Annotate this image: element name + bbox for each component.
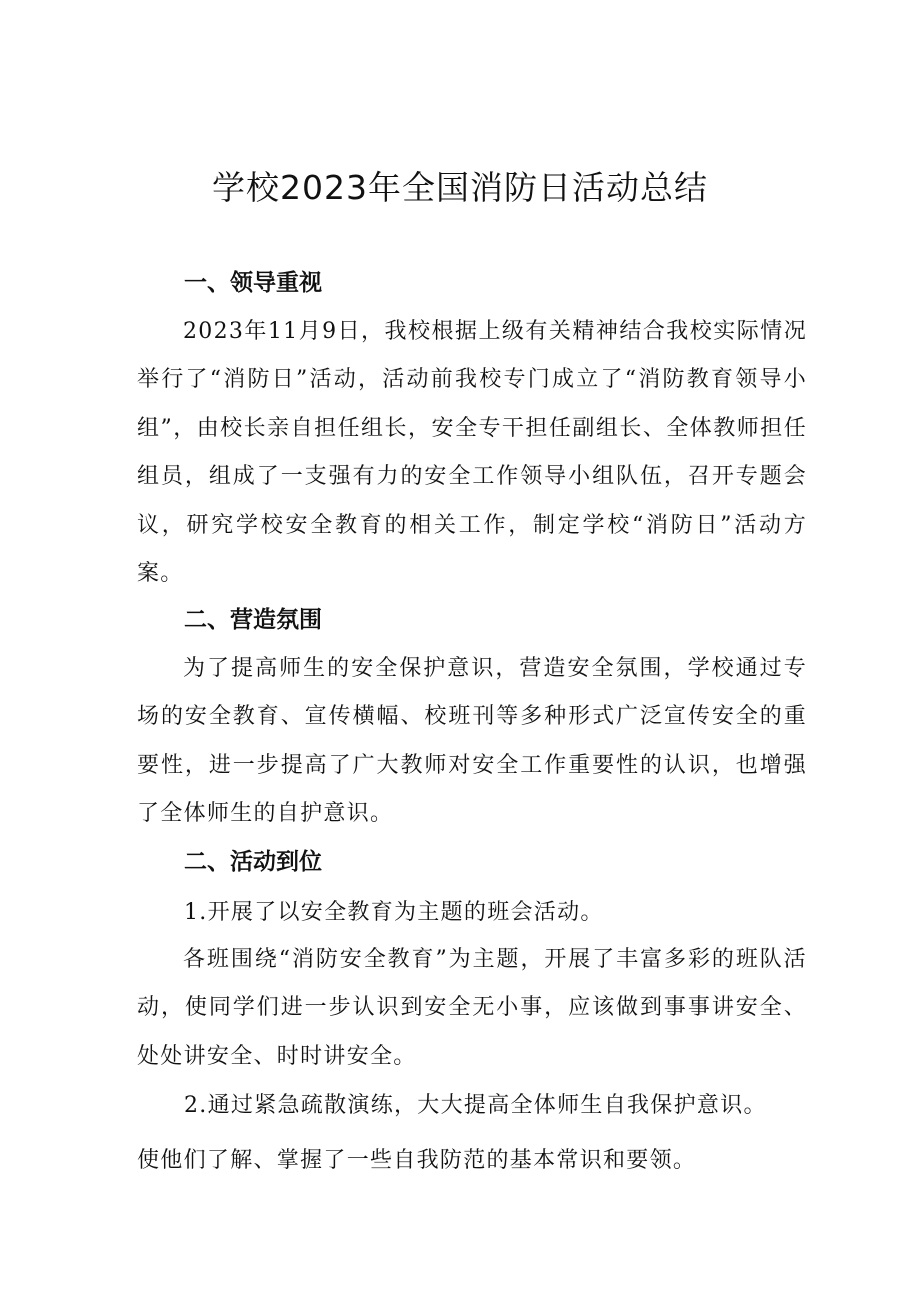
paragraph-class-activities: 各班围绕“消防安全教育”为主题，开展了丰富多彩的班队活动，使同学们进一步认识到安全无小事，应该做到事事讲安全、处处讲安全、时时讲安全。 [137, 947, 807, 1069]
section-heading-activities: 二、活动到位 [184, 849, 322, 875]
page-title: 学校2023年全国消防日活动总结 [212, 168, 708, 207]
section-heading-atmosphere: 二、营造氛围 [184, 607, 322, 633]
list-item-class-meeting: 1.开展了以安全教育为主题的班会活动。 [184, 900, 604, 925]
section-heading-leadership: 一、领导重视 [184, 270, 322, 296]
paragraph-leadership: 2023年11月9日，我校根据上级有关精神结合我校实际情况举行了“消防日”活动，活动前我校专门成立了“消防教育领导小组”，由校长亲自担任组长，安全专干担任副组长、全体教师担任组员，组成了一支强有力的安全工作领导小组队伍，召开专题会议，研究学校安全教育的相关工作，制定学校“消防日”活动方案。 [137, 319, 807, 587]
list-item-evacuation-drill: 2.通过紧急疏散演练，大大提高全体师生自我保护意识。 [184, 1093, 767, 1118]
paragraph-atmosphere: 为了提高师生的安全保护意识，营造安全氛围，学校通过专场的安全教育、宣传横幅、校班刊等多种形式广泛宣传安全的重要性，进一步提高了广大教师对安全工作重要性的认识，也增强了全体师生的自护意识。 [137, 656, 807, 827]
paragraph-self-protection: 使他们了解、掌握了一些自我防范的基本常识和要领。 [137, 1148, 697, 1173]
